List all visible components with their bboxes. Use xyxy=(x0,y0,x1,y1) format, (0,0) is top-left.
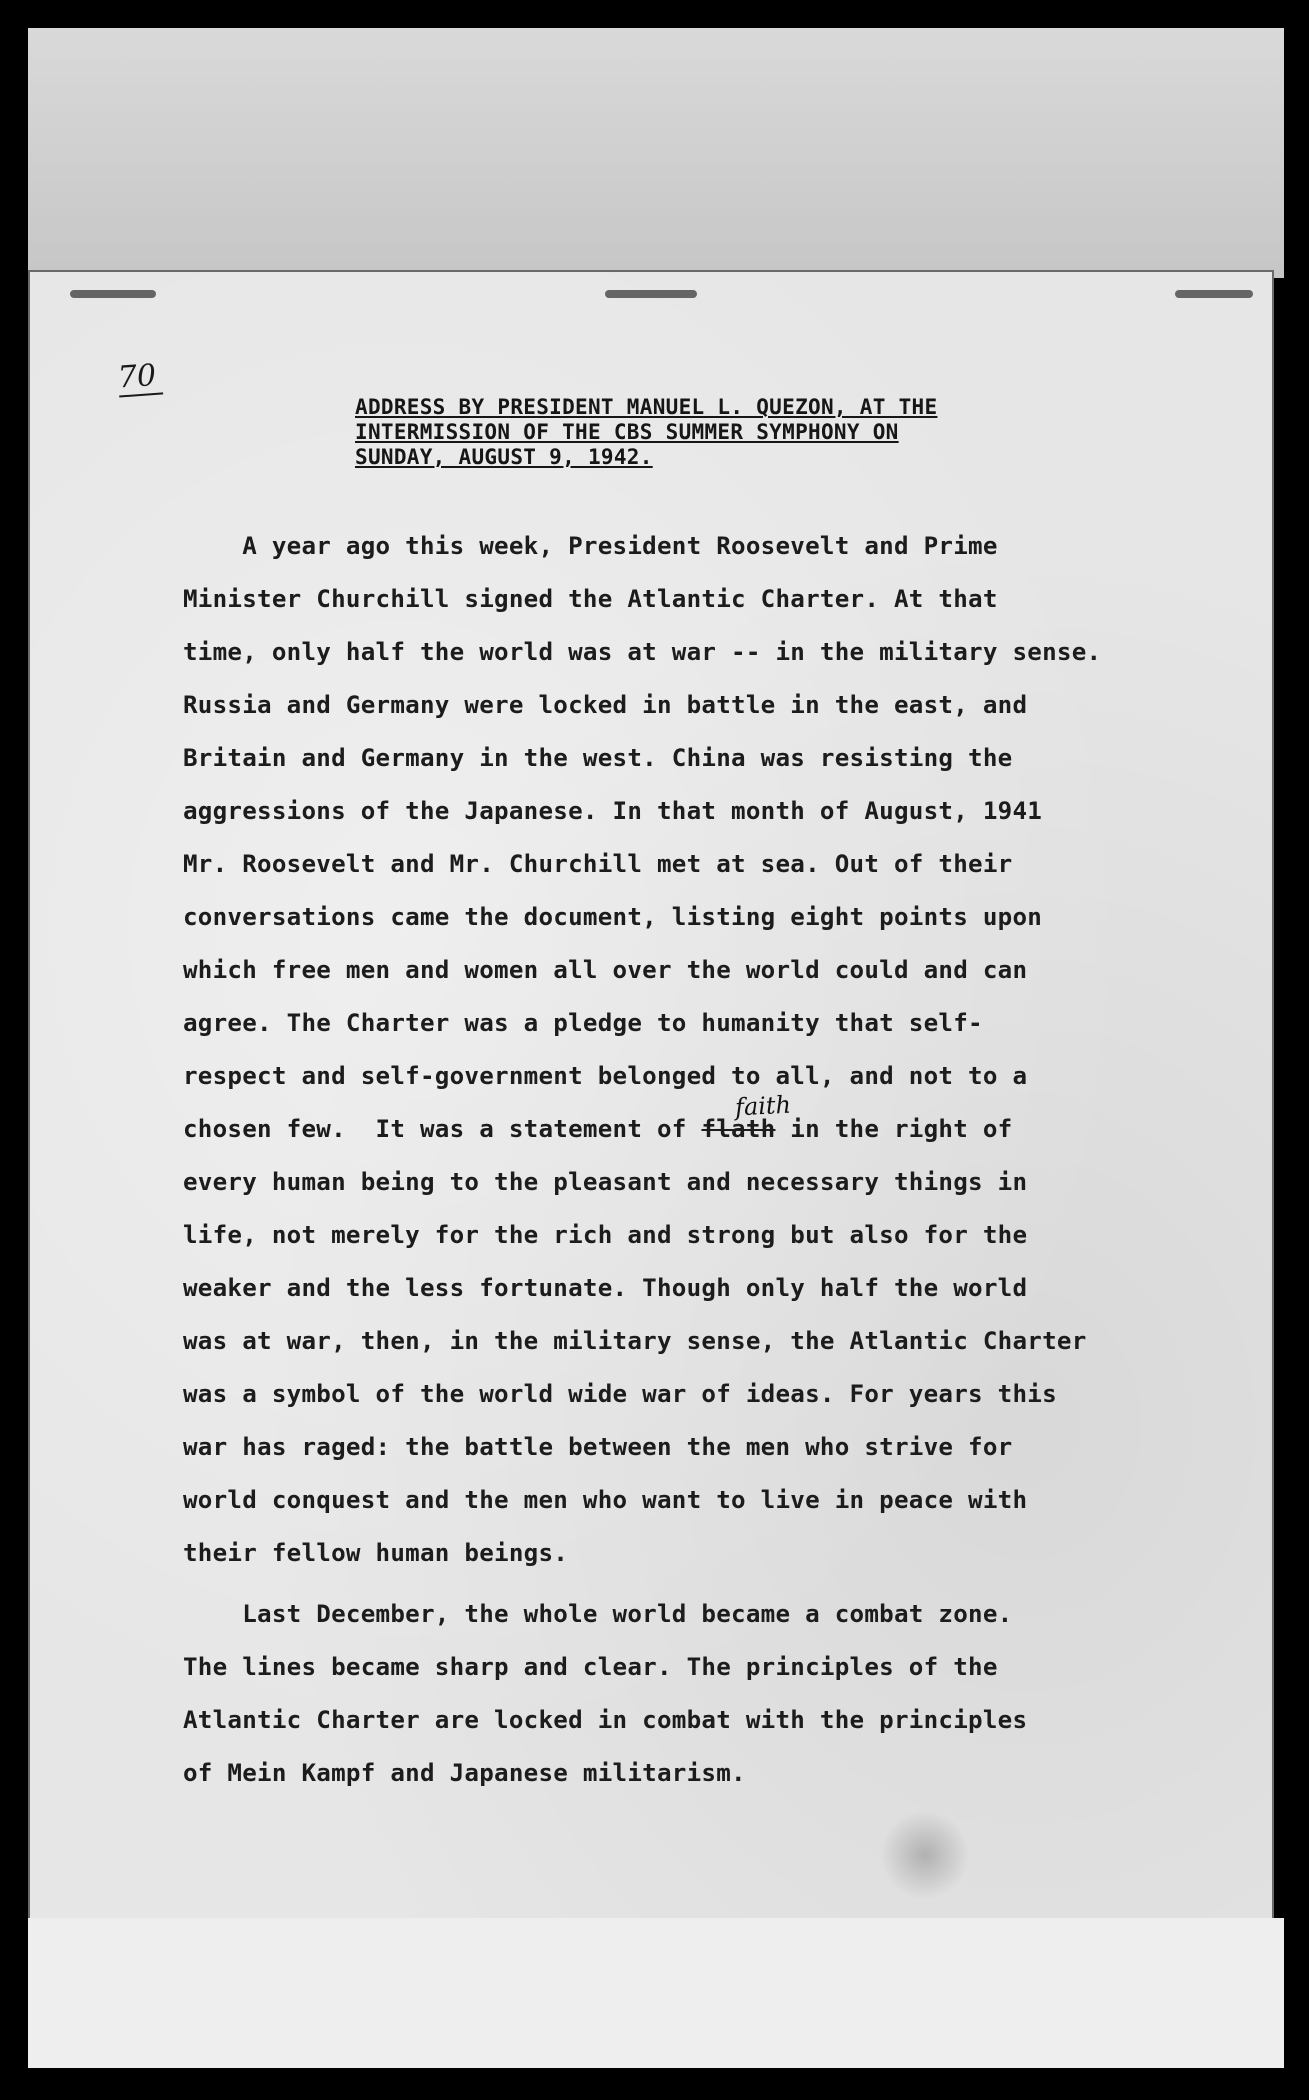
handwritten-correction: faith xyxy=(734,1090,792,1122)
text-segment: in the right of xyxy=(775,1115,1013,1143)
staple-mark-center xyxy=(605,290,697,298)
scan-bottom-margin xyxy=(28,1918,1284,2068)
text-line-with-correction xyxy=(183,1103,1173,1156)
text-line: The lines became sharp and clear. The principles of the xyxy=(183,1653,998,1681)
text-line: respect and self-government belonged to all, and not to a xyxy=(183,1062,1028,1090)
text-line: life, not merely for the rich and strong but also for the xyxy=(183,1221,1028,1249)
text-line: war has raged: the battle between the men who strive for xyxy=(183,1433,1013,1461)
text-line: conversations came the document, listing eight points upon xyxy=(183,903,1043,931)
text-line: every human being to the pleasant and necessary things in xyxy=(183,1168,1028,1196)
text-line: was a symbol of the world wide war of ideas. For years this xyxy=(183,1380,1057,1408)
staple-mark-left xyxy=(70,290,156,298)
struck-word: flath xyxy=(701,1115,776,1143)
text-line: time, only half the world was at war -- in the military sense. xyxy=(183,638,1102,666)
paper-stain xyxy=(880,1810,970,1900)
title-line: ADDRESS BY PRESIDENT MANUEL L. QUEZON, AT THE xyxy=(355,395,938,419)
title-line: SUNDAY, AUGUST 9, 1942. xyxy=(355,445,653,469)
text-line: A year ago this week, President Roosevelt and Prime xyxy=(183,532,998,560)
text-line: Atlantic Charter are locked in combat with the principles xyxy=(183,1706,1028,1734)
paragraph-2 xyxy=(183,1588,1173,1800)
text-line: weaker and the less fortunate. Though only half the world xyxy=(183,1274,1028,1302)
text-line: of Mein Kampf and Japanese militarism. xyxy=(183,1759,746,1787)
text-line: aggressions of the Japanese. In that month of August, 1941 xyxy=(183,797,1043,825)
text-line: world conquest and the men who want to live in peace with xyxy=(183,1486,1028,1514)
text-line: Last December, the whole world became a combat zone. xyxy=(183,1600,1013,1628)
text-line: agree. The Charter was a pledge to humanity that self- xyxy=(183,1009,983,1037)
text-segment: chosen few. It was a statement of xyxy=(183,1115,687,1143)
text-line: their fellow human beings. xyxy=(183,1539,569,1567)
text-line: Britain and Germany in the west. China was resisting the xyxy=(183,744,1013,772)
scan-top-margin xyxy=(28,28,1284,278)
text-line: was at war, then, in the military sense, the Atlantic Charter xyxy=(183,1327,1087,1355)
staple-mark-right xyxy=(1175,290,1253,298)
text-line: Russia and Germany were locked in battle in the east, and xyxy=(183,691,1028,719)
paragraph-1 xyxy=(183,520,1173,1580)
text-line: Mr. Roosevelt and Mr. Churchill met at sea. Out of their xyxy=(183,850,1013,878)
title-line: INTERMISSION OF THE CBS SUMMER SYMPHONY ON xyxy=(355,420,899,444)
document-title xyxy=(355,395,1095,470)
text-line: Minister Churchill signed the Atlantic Charter. At that xyxy=(183,585,998,613)
handwritten-page-number: 70 xyxy=(117,359,164,398)
text-line: which free men and women all over the world could and can xyxy=(183,956,1028,984)
